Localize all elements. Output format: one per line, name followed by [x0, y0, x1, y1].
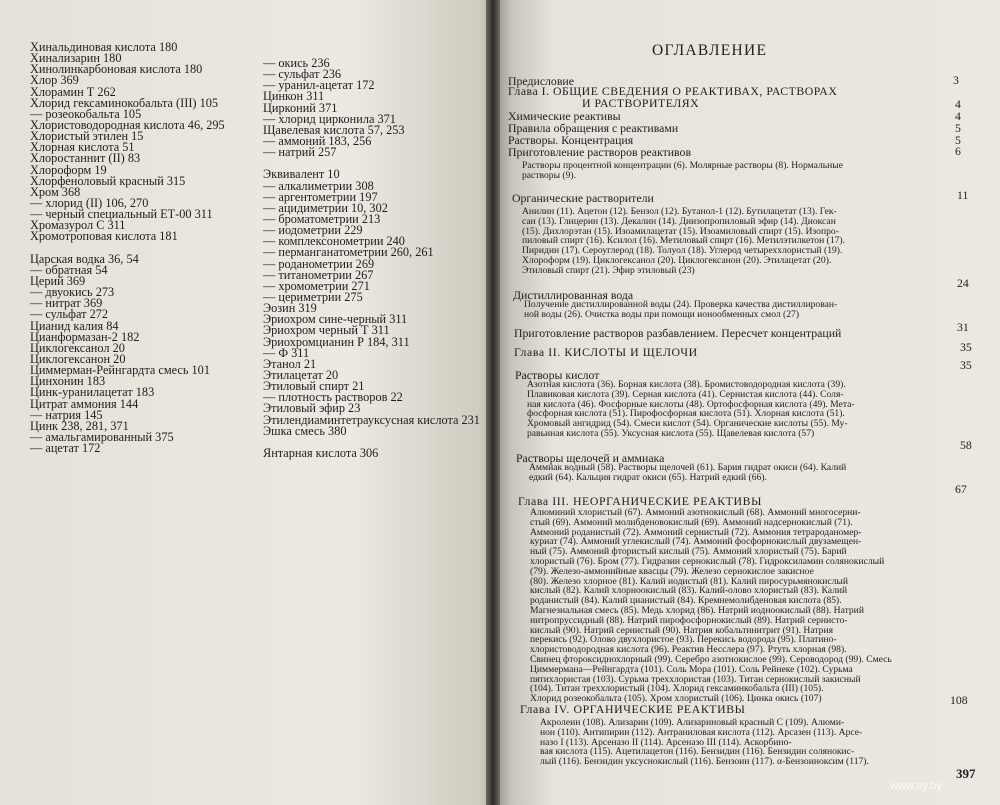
toc-detail-line: Анилин (11). Ацетон (12). Бензол (12). Бутанол-1 (12). Бутилацетат (13). Гек- [522, 206, 837, 217]
index-entry: Хинализарин 180 [30, 51, 122, 66]
toc-detail-line: едкий (64). Кальция гидрат окиси (65). Натрий едкий (66). [529, 471, 767, 483]
toc-detail-line: Магнезиальная смесь (85). Медь хлорид (86). Натрий иодноокислый (88). Натрий [530, 604, 864, 616]
toc-detail-line: Свинец фтороксиднохлорный (99). Серебро азотнокислое (99). Сероводород (99). Смесь [530, 653, 892, 665]
index-entry: Эриохромцианин Р 184, 311 [263, 334, 410, 349]
toc-detail-line: ный (75). Аммоний фтористый кислый (75). Аммоний хлористый (75). Барий [530, 546, 847, 558]
toc-detail-line: стый (69). Аммоний молибденовокислый (69). Аммоний надсернокислый (71). [530, 516, 853, 528]
toc-title: ОГЛАВЛЕНИЕ [652, 42, 768, 59]
index-entry: — аргентометрии 197 [263, 189, 378, 204]
index-entry: Циклогексанол 20 [30, 340, 125, 355]
toc-chapter-4-details [540, 718, 869, 767]
toc-detail-line: Циммермана—Рейнгардта (101). Соль Мора (101). Соль Рейнеке (102). Сурьма [530, 663, 853, 675]
toc-detail-line: Этиловый спирт (21). Эфир этиловый (23) [522, 264, 695, 276]
toc-detail-line: хлористоводородная кислота (96). Реактив Несслера (97). Ртуть хлорная (98). [530, 644, 847, 656]
toc-detail-line: роданистый (84). Калий цианистый (84). Кремнемолибденовая кислота (85). [530, 595, 842, 607]
index-entry: Этиловый спирт 21 [263, 379, 365, 394]
index-entry: Хром 368 [30, 184, 81, 199]
index-entry: — ацетат 172 [30, 441, 101, 456]
index-entry: — натрий 257 [263, 145, 337, 160]
toc-detail-line: Плавиковая кислота (39). Серная кислота (41). Сернистая кислота (44). Соля- [527, 388, 844, 400]
index-entry: — Ф 311 [263, 345, 310, 360]
index-entry: — алкалиметрии 308 [263, 178, 374, 193]
index-entry: Этанол 21 [263, 356, 317, 371]
toc-chapter-1: Глава I. ОБЩИЕ СВЕДЕНИЯ О РЕАКТИВАХ, РАСТВОРАХ [508, 84, 838, 98]
index-entry: — окись 236 [263, 56, 330, 70]
index-entry: Церий 369 [30, 273, 86, 288]
index-entry: — аммоний 183, 256 [263, 133, 372, 148]
toc-detail-line: вая кислота (115). Ацетилацетон (116). Бензидин (116). Бензидин солянокис- [540, 746, 855, 758]
index-entry: — обратная 54 [30, 262, 108, 277]
index-entry: Цитрат аммония 144 [30, 396, 139, 411]
index-entry: Щавелевая кислота 57, 253 [263, 122, 405, 137]
toc-detail-line: сан (13). Глицерин (13). Декалин (14). Диизопропиловый эфир (14). Диоксан [522, 215, 836, 227]
index-entry: — нитрат 369 [30, 296, 103, 311]
toc-detail-line: фосфорная кислота (51). Пирофосфорная кислота (51). Хлорная кислота (51). [527, 408, 845, 420]
toc-prep: Приготовление растворов реактивов [508, 145, 692, 159]
index-entry: — комплексонометрии 240 [263, 234, 405, 249]
toc-detail-line: Растворы процентной концентрации (6). Молярные растворы (8). Нормальные [522, 160, 843, 171]
index-entry: Хромотроповая кислота 181 [30, 229, 178, 244]
index-entry: Эквивалент 10 [263, 167, 340, 182]
index-entry: — роданометрии 269 [263, 256, 375, 271]
index-entry: Эозин 319 [263, 301, 317, 316]
toc-detail-line: Хлорид розеокобальта (105). Хром хлористый (106). Цинка окись (107) [530, 693, 822, 705]
toc-alkali: Растворы щелочей и аммиака [516, 451, 665, 465]
index-entry: Эриохром черный Т 311 [263, 323, 390, 338]
index-entry: Цианид калия 84 [30, 318, 119, 333]
toc-detail-line: нон (110). Антипирин (112). Антраниловая кислота (112). Арсазен (113). Арсе- [540, 726, 863, 738]
index-entry: — натрия 145 [30, 407, 103, 422]
index-entry: Цинк 238, 281, 371 [30, 418, 129, 433]
index-entry: Хлоростаннит (II) 83 [30, 151, 141, 166]
toc-acids-page: 35 [960, 358, 972, 372]
toc-solutions-page: 5 [955, 133, 961, 147]
toc-detail-line: Алюминий хлористый (67). Аммоний азотнокислый (68). Аммоний многосерни- [530, 507, 861, 518]
toc-detail-line: (104). Титан треххлористый (104). Хлорид гексаминкобальта (III) (105). [530, 683, 824, 695]
index-entry: Хлор 369 [30, 73, 79, 88]
index-entry: — цериметрии 275 [263, 289, 363, 304]
index-entry: — двуокись 273 [30, 285, 115, 300]
toc-detail-line: Аммиак водный (58). Растворы щелочей (61). Бария гидрат окиси (64). Калий [529, 462, 847, 473]
index-entry: — перманганатометрии 260, 261 [263, 245, 434, 260]
toc-chapter-3: Глава III. НЕОРГАНИЧЕСКИЕ РЕАКТИВЫ [518, 494, 762, 508]
toc-chapter-1-cont: И РАСТВОРИТЕЛЯХ [582, 96, 700, 110]
toc-detail-line: перекись (92). Олово двухлористое (93). Перекись водорода (95). Платино- [530, 634, 837, 646]
index-column-right [263, 58, 480, 459]
index-entry: Хлорид гексаминокобальта (III) 105 [30, 95, 219, 110]
index-entry: Хлороформ 19 [30, 162, 107, 177]
index-entry: — сульфат 272 [30, 307, 109, 322]
toc-detail-line: пиловый спирт (16). Ксилол (16). Метиловый спирт (16). Метилэтилкетон (17). [522, 235, 846, 247]
index-entry: — плотность растворов 22 [263, 390, 403, 405]
toc-detail-line: растворы (9). [522, 169, 576, 181]
toc-detail-line: лый (116). Бензидин уксуснокислый (116). Бензоин (117). α-Бензоиноксим (117). [540, 756, 869, 768]
index-entry: Хлористоводородная кислота 46, 295 [30, 117, 225, 132]
index-entry: Этилацетат 20 [263, 367, 339, 382]
toc-detail-line: Аммоний роданистый (72). Аммоний сернистый (72). Аммония тетрароданомер- [530, 526, 862, 538]
toc-detail-line: хлористый (76). Бром (77). Гидразин сернокислый (78). Гидроксиламин солянокислый [530, 555, 885, 567]
toc-dilution-page: 31 [957, 320, 969, 334]
toc-organic: Органические растворители [512, 191, 654, 205]
toc-detail-line: Акролеин (108). Ализарин (109). Ализариновый красный С (109). Алюми- [540, 717, 845, 728]
toc-prep-details [522, 161, 843, 181]
page-number: 397 [956, 766, 976, 781]
index-entry: Этилендиаминтетрауксусная кислота 231 [263, 412, 480, 427]
index-entry: — черный специальный ЕТ-00 311 [30, 207, 213, 222]
index-entry: Хлорная кислота 51 [30, 140, 135, 155]
toc-distilled-page: 24 [957, 276, 969, 290]
toc-preface: Предисловие [508, 74, 574, 88]
index-entry: Циклогексанон 20 [30, 351, 126, 366]
toc-detail-line: ной воды (26). Очистка воды при помощи ионообменных смол (27) [524, 308, 800, 320]
toc-detail-line: (80). Железо хлорное (81). Калий иодистый (81). Калий пиросурьмянокислый [530, 575, 848, 587]
toc-detail-line: Хромовый ангидрид (54). Смеси кислот (54). Органические кислоты (55). Му- [527, 418, 848, 430]
toc-detail-line: Получение дистиллированной воды (24). Проверка качества дистиллирован- [524, 299, 838, 310]
index-entry: Этиловый эфир 23 [263, 401, 361, 416]
index-entry: Цинк-уранилацетат 183 [30, 385, 155, 400]
toc-detail-line: кислый (82). Калий хлорноокислый (83). Калий-олово хлористый (83). Калий [530, 585, 848, 597]
index-entry: — иодометрии 229 [263, 223, 363, 238]
toc-detail-line: равьиная кислота (55). Уксусная кислота (55). Щавелевая кислота (57) [527, 427, 815, 439]
index-entry: Цинхонин 183 [30, 374, 106, 389]
index-entry: Эшка смесь 380 [263, 423, 347, 438]
toc-alkali-page: 58 [960, 438, 972, 452]
toc-detail-line: ная кислота (46). Фосфорные кислоты (48). Ортофосфорная кислота (49). Мета- [527, 398, 855, 410]
index-entry: — титанометрии 267 [263, 267, 374, 282]
toc-detail-line: (15). Дихлорэтан (15). Изоамилацетат (15). Изоамиловый спирт (15). Изопро- [522, 225, 839, 237]
index-entry: — хлорид (II) 106, 270 [30, 195, 149, 210]
index-entry: — уранил-ацетат 172 [263, 78, 375, 93]
toc-detail-line: (79). Железо-аммонийные квасцы (79). Железо сернокислое закисное [530, 565, 814, 577]
toc-chapter-2-page: 35 [960, 340, 972, 354]
toc-detail-line: Пиридин (17). Сероуглерод (18). Толуол (18). Углерод четыреххлористый (19). [522, 245, 843, 257]
index-entry: — розеокобальта 105 [30, 106, 142, 121]
index-entry: — хромометрии 271 [263, 278, 370, 293]
index-entry: Хлористый этилен 15 [30, 129, 144, 144]
toc-detail-line: пятихлористая (103). Сурьма треххлористая (103). Титан сернокислый закисный [530, 673, 861, 685]
index-column-left [30, 42, 225, 454]
toc-organic-details [522, 207, 845, 276]
index-entry: — сульфат 236 [263, 67, 342, 82]
index-entry: — броматометрии 213 [263, 211, 381, 226]
index-entry: Циммерман-Рейнгардта смесь 101 [30, 363, 210, 378]
toc-rules-page: 5 [955, 121, 961, 135]
index-entry: Царская водка 36, 54 [30, 251, 139, 266]
index-entry: — ацидиметрии 10, 302 [263, 200, 388, 215]
toc-rules: Правила обращения с реактивами [508, 121, 679, 135]
index-entry: Эриохром сине-черный 311 [263, 312, 408, 327]
toc-chem-reagents-page: 4 [955, 109, 961, 123]
book-gutter [486, 0, 500, 805]
index-entry: Хлорфеноловый красный 315 [30, 173, 186, 188]
toc-distilled: Дистиллированная вода [513, 288, 634, 302]
toc-acids-details [527, 380, 855, 439]
toc-distilled-details [524, 300, 837, 320]
index-entry: — амальгамированный 375 [30, 429, 174, 444]
index-entry: Хлорамин Т 262 [30, 84, 116, 99]
toc-chapter-4: Глава IV. ОРГАНИЧЕСКИЕ РЕАКТИВЫ [520, 702, 746, 716]
toc-detail-line: нитропруссидный (88). Натрий пирофосфорнокислый (89). Натрий сернисто- [530, 614, 848, 626]
toc-prep-page: 6 [955, 144, 961, 158]
index-entry: Цирконий 371 [263, 100, 338, 115]
toc-detail-line: назо I (113). Арсеназо II (114). Арсеназо III (114). Аскорбино- [540, 736, 792, 748]
toc-chapter-1-page: 4 [955, 97, 961, 111]
toc-chapter-2: Глава II. КИСЛОТЫ И ЩЕЛОЧИ [514, 345, 698, 359]
index-entry: Хромазурол С 311 [30, 218, 126, 233]
toc-detail-line: Азотная кислота (36). Борная кислота (38). Бромистоводородная кислота (39). [527, 379, 846, 390]
index-entry: Цинкон 311 [263, 89, 325, 104]
toc-dilution: Приготовление растворов разбавлением. Пересчет концентраций [514, 326, 842, 340]
toc-detail-line: куриат (74). Аммоний углекислый (74). Аммоний фосфорнокислый двузамещен- [530, 536, 862, 548]
toc-alkali-details [529, 463, 846, 483]
toc-detail-line: Хлороформ (19). Циклогексанол (20). Циклогексанон (20). Этилацетат (20). [522, 254, 832, 266]
toc-solutions: Растворы. Концентрация [508, 133, 634, 147]
watermark: www.ay.by [890, 780, 942, 792]
toc-preface-page: 3 [953, 73, 959, 87]
index-entry: Хинальдиновая кислота 180 [30, 40, 178, 54]
toc-chapter-4-page: 108 [950, 693, 968, 707]
toc-chapter-3-details [530, 508, 892, 704]
toc-detail-line: кислый (90). Натрий сернистый (90). Натрия кобальтинитрит (91). Натрия [530, 624, 833, 636]
toc-acids: Растворы кислот [515, 368, 600, 382]
index-entry: Цианформазан-2 182 [30, 329, 140, 344]
toc-chapter-3-page: 67 [955, 482, 967, 496]
index-entry: — хлорид цирконила 371 [263, 111, 396, 126]
index-entry: Хинолинкарбоновая кислота 180 [30, 62, 203, 77]
toc-organic-page: 11 [957, 188, 969, 202]
toc-chem-reagents: Химические реактивы [508, 109, 621, 123]
index-entry: Янтарная кислота 306 [263, 445, 379, 460]
